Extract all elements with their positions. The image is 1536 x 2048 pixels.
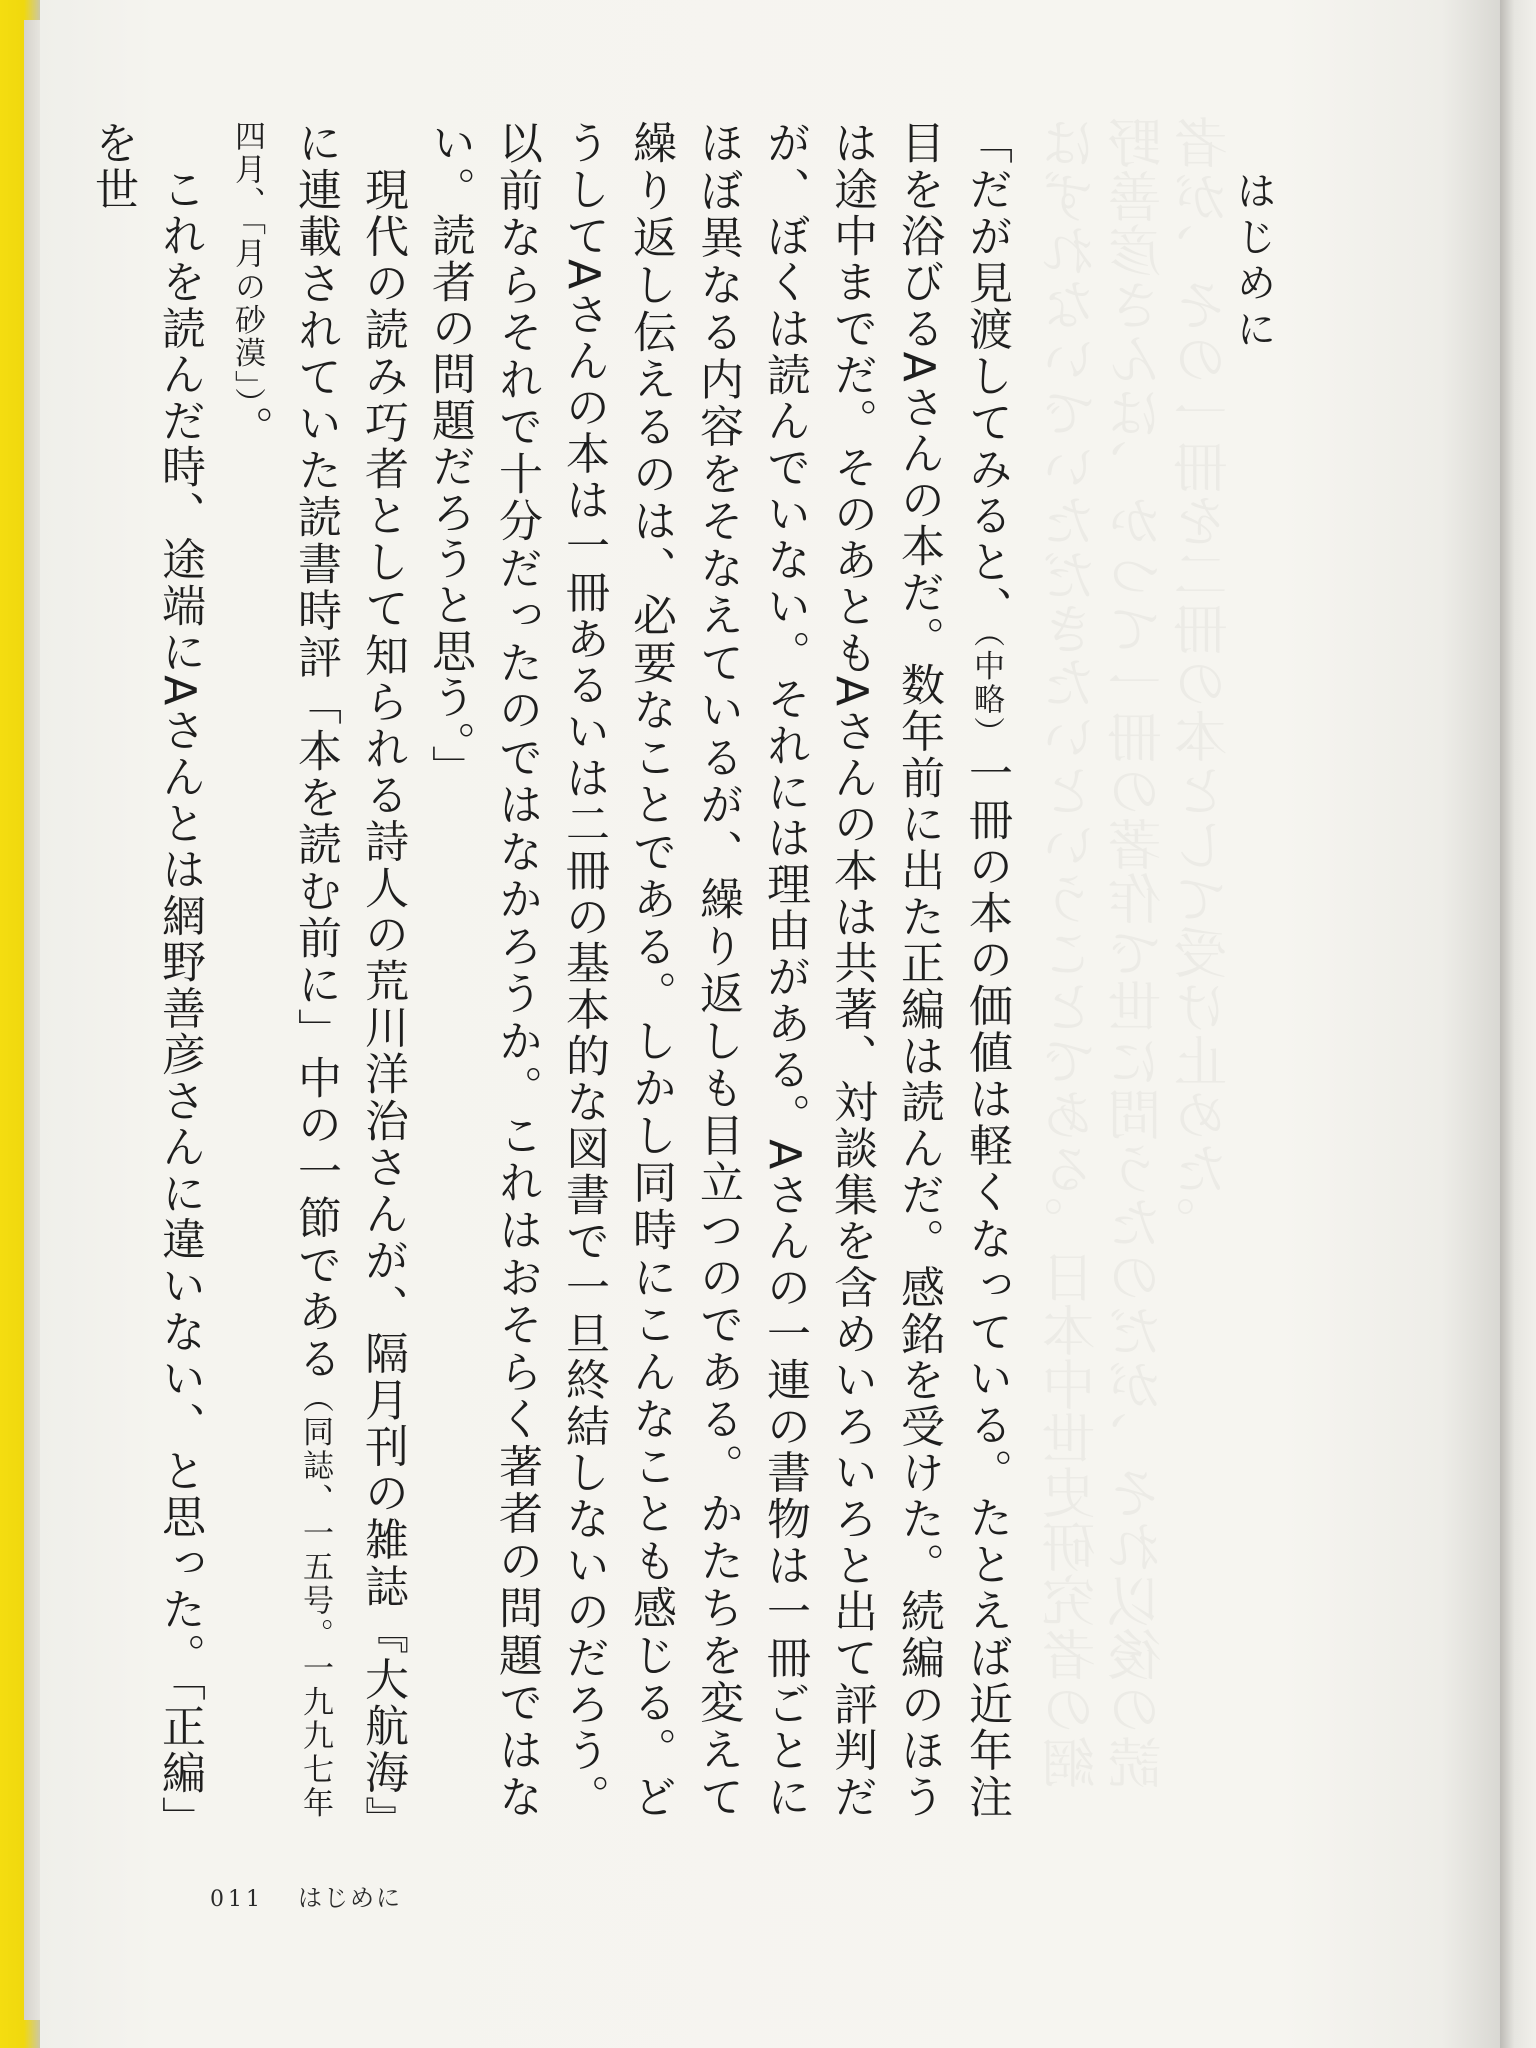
editorial-note: （中略） — [968, 631, 1004, 751]
page-footer — [210, 1878, 402, 1913]
paragraph-text: これを読んだ時、途端にAさんとは網野善彦さんに違いない、と思った。「正編」を世 — [87, 120, 205, 1820]
citation-note: （同誌、一五号。一九九七年四月、「月の砂漠」） — [229, 120, 333, 1820]
page-number: 011 — [210, 1887, 264, 1912]
bleed-through-text — [1040, 115, 1320, 1835]
source-end: 。 — [222, 405, 273, 452]
adjacent-page-edge — [1500, 0, 1536, 2048]
paragraph — [416, 120, 1020, 1820]
paragraph — [213, 120, 416, 1820]
paragraph — [79, 120, 213, 1820]
source-text: 現代の読み巧者として知られる詩人の荒川洋治さんが、隔月刊の雑誌『大航海』に連載されていた読書時評「本を読む前に」中の一節である — [290, 120, 408, 1821]
book-page — [40, 0, 1500, 2048]
body-text — [87, 120, 1020, 1821]
quote-part-2: 一冊の本の価値は軽くなっている。たとえば近年注目を浴びるAさんの本だ。数年前に出た正編は読んだ。感銘を受けた。続編のほうは途中までだ。そのあともAさんの本は共著、対談集を含めいろいろと出て評判だが、ぼくは読んでいない。それには理由がある。Aさんの一連の書物は一冊ごとにほぼ異なる内容をそなえているが、繰り返しも目立つのである。かたちを変えて繰り返し伝えるのは、必要なことである。しかし同時にこんなことも感じる。どうしてAさんの本は一冊あるいは二冊の基本的な図書で一旦終結しないのだろう。以前ならそれで十分だったのではなかろうか。これはおそらく著者の問題ではない。読者の問題だろうと思う。」 — [424, 120, 1012, 1820]
quote-part-1: 「だが見渡してみると、 — [961, 120, 1012, 632]
chapter-heading: はじめに — [1230, 170, 1276, 354]
running-title: はじめに — [298, 1884, 402, 1912]
